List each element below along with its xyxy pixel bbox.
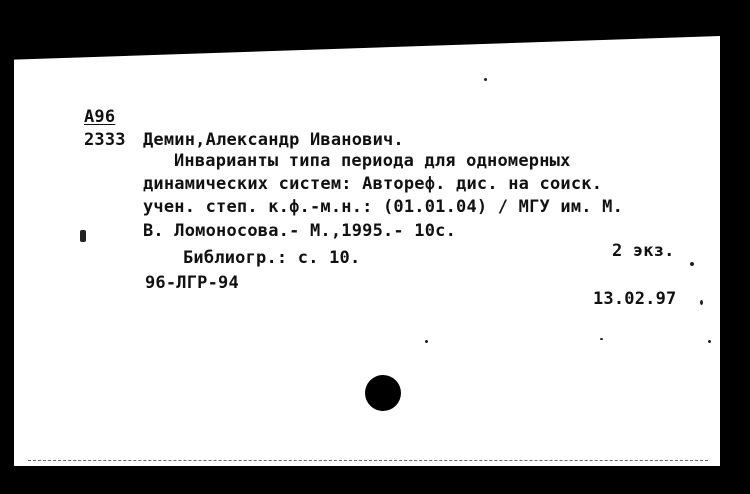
card-bottom-edge [28,460,708,462]
title-line-2: динамических систем: Автореф. дис. на соиск. [143,174,603,194]
scan-mark [80,230,86,242]
accession-number: 2333 [84,130,126,150]
scan-speck [484,78,487,81]
author-heading: Демин,Александр Иванович. [143,130,404,150]
scan-speck [690,262,694,266]
title-line-4: В. Ломоносова.- М.,1995.- 10с. [143,221,457,241]
shelf-mark: А96 [84,107,116,127]
scan-speck [700,300,703,305]
copies-count: 2 экз. [612,241,675,261]
scan-speck [708,340,711,343]
title-line-1: Инварианты типа периода для одномерных [174,151,571,171]
title-line-3: учен. степ. к.ф.-м.н.: (01.01.04) / МГУ им. М. [143,197,624,217]
scan-speck [600,338,603,340]
bibliography-note: Библиогр.: с. 10. [183,248,361,268]
punch-hole [365,375,401,411]
inventory-code: 96-ЛГР-94 [145,273,239,293]
date-stamp: 13.02.97 [593,289,677,309]
scan-speck [425,340,428,343]
